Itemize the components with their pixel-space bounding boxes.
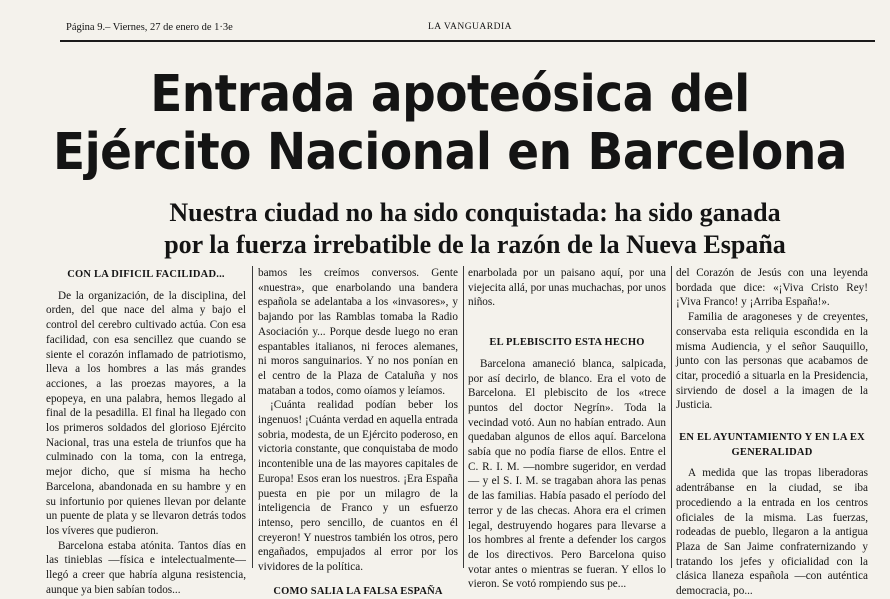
section-heading: EN EL AYUNTAMIENTO Y EN LA EX GENERALIDAD — [679, 432, 865, 458]
page-folio — [66, 22, 866, 38]
headline-line-2: Ejército Nacional en Barcelona — [52, 122, 848, 183]
paragraph: del Corazón de Jesús con una leyenda bordada que dice: «¡Viva Cristo Rey! ¡Viva Franco! y ¡Arriba España!». — [676, 267, 868, 309]
article-column-1 — [46, 266, 246, 596]
article-column-2 — [258, 266, 458, 597]
column-divider — [252, 266, 253, 568]
section-heading: EL PLEBISCITO ESTA HECHO — [489, 337, 645, 349]
column-divider — [671, 266, 672, 568]
folio-masthead: LA VANGUARDIA — [428, 22, 513, 32]
article-column-4 — [676, 266, 868, 598]
paragraph: Familia de aragoneses y de creyentes, conservaba esta reliquia escondida en la misma Audiencia, y el señor Sauquillo, junto con las personas que acabamos de citar, procedió a situarla en la Presidencia, sirviendo de dosel a la imagen de la Justicia. — [676, 311, 868, 412]
column-divider — [463, 266, 464, 568]
section-heading: CON LA DIFICIL FACILIDAD... — [67, 269, 225, 280]
folio-page-date: Página 9.– Viernes, 27 de enero de 1·3e — [66, 22, 233, 33]
subheadline-line-2: por la fuerza irrebatible de la razón de la Nueva España — [164, 230, 786, 259]
paragraph: Barcelona amaneció blanca, salpicada, por así decirlo, de blanco. Era el voto de Barcelona. El plebiscito de los «trece puntos del doctor Negrín». Toda la vecindad votó. Aun no habían entrado. Aun quedaban algunos de ellos aquí. Barcelona sabía que no podía fiarse de ellos. Entre el C. R. I. M. —nombre sugeridor, en verdad— y el S. I. M. se tragaban ahora las penas de las familias. Había pasado el período del terror y de las checas. Ahora era el crimen legal, destruyendo hogares para llevarse a los hombres al frente a defender los cargos de los directivos. Pero Barcelona quiso votar antes o mientras se fueran. Y ellos lo vieron. Se votó rompiendo sus pe... — [468, 357, 666, 591]
paragraph: Barcelona estaba atónita. Tantos días en las tinieblas —física e intelectualmente— llegó a creer que habría alguna resistencia, aunque ya bien sabían todos... — [46, 539, 246, 596]
top-rule — [60, 40, 875, 42]
paragraph: De la organización, de la disciplina, del orden, del que nace del alma y bajo el control del cerebro cultivado actúa. Con esa facilidad, con esa sencillez que cuando se siente el corazón inflamado de patriotismo, lleva a los hombres a las más grandes acciones, a las proezas mayores, a la epopeya, en una palabra, hemos llegado al final de la pesadilla. El final ha llegado con los primeros soldados del glorioso Ejército Nacional, tras una estela de triunfos que ha culminado con la toma, con la entrega, mejor dicho, que sí misma ha hecho Barcelona, abandonada en su hambre y en su infortunio por quienes llevan por delante un puente de plata y se llevaron detrás todos los víveres que pudieron. — [46, 289, 246, 537]
article-column-3 — [468, 266, 666, 591]
paragraph: A medida que las tropas liberadoras adentrábanse en la ciudad, se iba procediendo a la entrada en los centros oficiales de la misma. Las fuerzas, rodeadas de pueblo, llegaron a la antigua Plaza de San Jaime confraternizando y tratando los jefes y oficialidad con la clásica llaneza española —con auténtica democracia, po... — [676, 467, 868, 598]
section-heading: COMO SALIA LA FALSA ESPAÑA — [273, 585, 443, 597]
paragraph: bamos les creímos conversos. Gente «nuestra», que enarbolando una bandera española se adelantaba a los «invasores», y bajando por las Ramblas tomaba la Radio Asociación y... Porque desde luego no eran espantables italianos, ni feroces alemanes, ni moros sanguinarios. Y no nos ponían en el centro de la Plaza de Cataluña y nos mataban a todos, como oíamos y leíamos. — [258, 267, 458, 397]
headline-line-1: Entrada apoteósica del — [150, 64, 750, 125]
subheadline-line-1: Nuestra ciudad no ha sido conquistada: ha sido ganada — [169, 198, 781, 227]
paragraph: ¡Cuánta realidad podían beber los ingenuos! ¡Cuánta verdad en aquella entrada sobria, modesta, de un Ejército poderoso, en victoria constante, que conquistaba de modo incontenible una de las mayores capitales de Europa! Esos eran los nuestros. ¡Era España puesta en pie por un milagro de la inteligencia de Franco y un esfuerzo intenso, pero sencillo, de cuantos en él creyeron! Y nuestros también los otros, pero engañados, empujados al error por los vividores de la política. — [258, 399, 458, 574]
paragraph: enarbolada por un paisano aquí, por una viejecita allá, por unas muchachas, por unos niños. — [468, 267, 666, 309]
